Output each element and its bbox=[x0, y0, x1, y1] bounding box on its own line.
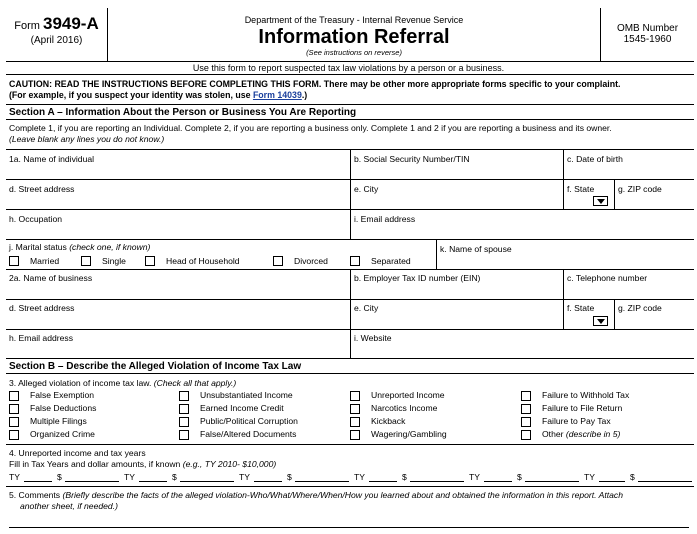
telephone-field[interactable]: c. Telephone number bbox=[567, 273, 648, 283]
department: Department of the Treasury - Internal Revenue Service bbox=[244, 15, 464, 25]
failure-to-file-label: Failure to File Return bbox=[542, 403, 623, 413]
divider bbox=[563, 179, 564, 209]
business-state-label: f. State bbox=[567, 303, 595, 313]
divider bbox=[6, 239, 694, 240]
business-street-address-field[interactable]: d. Street address bbox=[9, 303, 75, 313]
use-line: Use this form to report suspected tax law violations by a person or a business. bbox=[192, 63, 505, 73]
failure-to-withhold-checkbox[interactable] bbox=[521, 391, 531, 401]
amount-6-input[interactable] bbox=[638, 481, 692, 482]
divider bbox=[563, 269, 564, 299]
state-dropdown[interactable] bbox=[593, 196, 608, 206]
divider bbox=[350, 179, 351, 209]
unreported-income-label: Unreported Income bbox=[371, 390, 445, 400]
earned-income-credit-checkbox[interactable] bbox=[179, 404, 189, 414]
divider bbox=[563, 149, 564, 179]
tax-year-1-input[interactable] bbox=[24, 481, 52, 482]
kickback-label: Kickback bbox=[371, 416, 406, 426]
other-label: Other (describe in 5) bbox=[542, 429, 621, 439]
separated-label: Separated bbox=[371, 256, 411, 266]
unreported-income-checkbox[interactable] bbox=[350, 391, 360, 401]
name-of-spouse-field[interactable]: k. Name of spouse bbox=[440, 244, 512, 254]
see-instructions: (See instructions on reverse) bbox=[306, 48, 402, 57]
organized-crime-checkbox[interactable] bbox=[9, 430, 19, 440]
form-id-box bbox=[6, 8, 108, 62]
form-14039-link[interactable]: Form 14039 bbox=[252, 90, 302, 100]
public-political-corruption-label: Public/Political Corruption bbox=[200, 416, 298, 426]
city-field[interactable]: e. City bbox=[354, 184, 379, 194]
ty-label-2: TY bbox=[124, 472, 135, 482]
amount-5-input[interactable] bbox=[525, 481, 579, 482]
ty-label-1: TY bbox=[9, 472, 20, 482]
omb-label: OMB Number bbox=[616, 23, 679, 34]
website-field[interactable]: i. Website bbox=[354, 333, 392, 343]
amount-3-input[interactable] bbox=[295, 481, 349, 482]
zip-code-field[interactable]: g. ZIP code bbox=[618, 184, 662, 194]
tax-year-6-input[interactable] bbox=[599, 481, 625, 482]
caution-line1: CAUTION: READ THE INSTRUCTIONS BEFORE COMPLETING THIS FORM. There may be other more appropriate forms specific to your complaint. bbox=[9, 79, 621, 89]
dollar-label-6: $ bbox=[630, 472, 635, 482]
other-checkbox[interactable] bbox=[521, 430, 531, 440]
divider bbox=[350, 329, 351, 358]
divorced-checkbox[interactable] bbox=[273, 256, 283, 266]
failure-to-pay-label: Failure to Pay Tax bbox=[542, 416, 611, 426]
divider bbox=[614, 299, 615, 329]
caution-line2: (For example, if you suspect your identity was stolen, use Form 14039.) bbox=[9, 90, 308, 100]
married-label: Married bbox=[30, 256, 60, 266]
name-of-business-field[interactable]: 2a. Name of business bbox=[9, 273, 93, 283]
divider bbox=[436, 239, 437, 269]
divorced-label: Divorced bbox=[294, 256, 328, 266]
dollar-label-1: $ bbox=[57, 472, 62, 482]
dollar-label-3: $ bbox=[287, 472, 292, 482]
kickback-checkbox[interactable] bbox=[350, 417, 360, 427]
unsubstantiated-income-checkbox[interactable] bbox=[179, 391, 189, 401]
section-a-heading: Section A – Information About the Person or Business You Are Reporting bbox=[6, 104, 694, 120]
dollar-label-5: $ bbox=[517, 472, 522, 482]
marital-status-label: j. Marital status (check one, if known) bbox=[9, 242, 151, 252]
divider bbox=[6, 74, 694, 75]
ty-label-5: TY bbox=[469, 472, 480, 482]
omb-box bbox=[600, 8, 694, 62]
failure-to-file-checkbox[interactable] bbox=[521, 404, 531, 414]
false-deductions-label: False Deductions bbox=[30, 403, 97, 413]
organized-crime-label: Organized Crime bbox=[30, 429, 95, 439]
email-address-field[interactable]: i. Email address bbox=[354, 214, 416, 224]
divider bbox=[6, 444, 694, 445]
form-number: Form 3949-A bbox=[14, 14, 99, 33]
amount-4-input[interactable] bbox=[410, 481, 464, 482]
failure-to-pay-checkbox[interactable] bbox=[521, 417, 531, 427]
tax-year-4-input[interactable] bbox=[369, 481, 397, 482]
form-revision: (April 2016) bbox=[30, 35, 83, 46]
false-altered-documents-checkbox[interactable] bbox=[179, 430, 189, 440]
tax-year-5-input[interactable] bbox=[484, 481, 512, 482]
single-label: Single bbox=[102, 256, 126, 266]
form-header bbox=[6, 8, 694, 62]
separated-checkbox[interactable] bbox=[350, 256, 360, 266]
q5-label: 5. Comments (Briefly describe the facts of the alleged violation-Who/What/Where/When/How you learned about and obtained the information in this report. Attach bbox=[9, 490, 623, 500]
amount-2-input[interactable] bbox=[180, 481, 234, 482]
false-deductions-checkbox[interactable] bbox=[9, 404, 19, 414]
business-email-field[interactable]: h. Email address bbox=[9, 333, 74, 343]
business-city-field[interactable]: e. City bbox=[354, 303, 379, 313]
multiple-filings-checkbox[interactable] bbox=[9, 417, 19, 427]
ty-label-4: TY bbox=[354, 472, 365, 482]
head-of-household-label: Head of Household bbox=[166, 256, 240, 266]
dollar-label-2: $ bbox=[172, 472, 177, 482]
street-address-field[interactable]: d. Street address bbox=[9, 184, 75, 194]
wagering-gambling-label: Wagering/Gambling bbox=[371, 429, 447, 439]
q4-sub-label: Fill in Tax Years and dollar amounts, if known (e.g., TY 2010- $10,000) bbox=[9, 459, 277, 469]
omb-number: 1545-1960 bbox=[623, 34, 672, 45]
head-of-household-checkbox[interactable] bbox=[145, 256, 155, 266]
divider bbox=[350, 149, 351, 179]
divider bbox=[563, 299, 564, 329]
narcotics-income-label: Narcotics Income bbox=[371, 403, 438, 413]
caution-text bbox=[9, 79, 620, 101]
ssn-field[interactable]: b. Social Security Number/TIN bbox=[354, 154, 470, 164]
q5-hint-line2: another sheet, if needed.) bbox=[20, 501, 118, 511]
dollar-label-4: $ bbox=[402, 472, 407, 482]
q3-label: 3. Alleged violation of income tax law. (Check all that apply.) bbox=[9, 378, 237, 388]
earned-income-credit-label: Earned Income Credit bbox=[200, 403, 284, 413]
name-of-individual-field[interactable]: 1a. Name of individual bbox=[9, 154, 95, 164]
divider bbox=[350, 209, 351, 239]
narcotics-income-checkbox[interactable] bbox=[350, 404, 360, 414]
unsubstantiated-income-label: Unsubstantiated Income bbox=[200, 390, 293, 400]
occupation-field[interactable]: h. Occupation bbox=[9, 214, 63, 224]
form-title: Information Referral bbox=[258, 26, 450, 48]
section-a-instructions: Complete 1, if you are reporting an Individual. Complete 2, if you are reporting a business only. Complete 1 and 2 if you are reporting a business and its owner. (Leave blank any lines you do not know.) bbox=[9, 123, 612, 144]
comments-line[interactable] bbox=[9, 527, 689, 528]
divider bbox=[614, 179, 615, 209]
ty-label-3: TY bbox=[239, 472, 250, 482]
tax-year-3-input[interactable] bbox=[254, 481, 282, 482]
business-zip-code-field[interactable]: g. ZIP code bbox=[618, 303, 662, 313]
false-exemption-label: False Exemption bbox=[30, 390, 95, 400]
ein-field[interactable]: b. Employer Tax ID number (EIN) bbox=[354, 273, 481, 283]
amount-1-input[interactable] bbox=[65, 481, 119, 482]
divider bbox=[6, 486, 694, 487]
multiple-filings-label: Multiple Filings bbox=[30, 416, 87, 426]
public-political-corruption-checkbox[interactable] bbox=[179, 417, 189, 427]
title-box bbox=[108, 8, 600, 62]
single-checkbox[interactable] bbox=[81, 256, 91, 266]
business-state-dropdown[interactable] bbox=[593, 316, 608, 326]
married-checkbox[interactable] bbox=[9, 256, 19, 266]
tax-year-2-input[interactable] bbox=[139, 481, 167, 482]
failure-to-withhold-label: Failure to Withhold Tax bbox=[542, 390, 630, 400]
wagering-gambling-checkbox[interactable] bbox=[350, 430, 360, 440]
false-altered-documents-label: False/Altered Documents bbox=[200, 429, 297, 439]
q4-label: 4. Unreported income and tax years bbox=[9, 448, 146, 458]
divider bbox=[350, 299, 351, 329]
false-exemption-checkbox[interactable] bbox=[9, 391, 19, 401]
section-b-heading: Section B – Describe the Alleged Violation of Income Tax Law bbox=[6, 358, 694, 374]
ty-label-6: TY bbox=[584, 472, 595, 482]
state-label: f. State bbox=[567, 184, 595, 194]
divider bbox=[350, 269, 351, 299]
date-of-birth-field[interactable]: c. Date of birth bbox=[567, 154, 623, 164]
